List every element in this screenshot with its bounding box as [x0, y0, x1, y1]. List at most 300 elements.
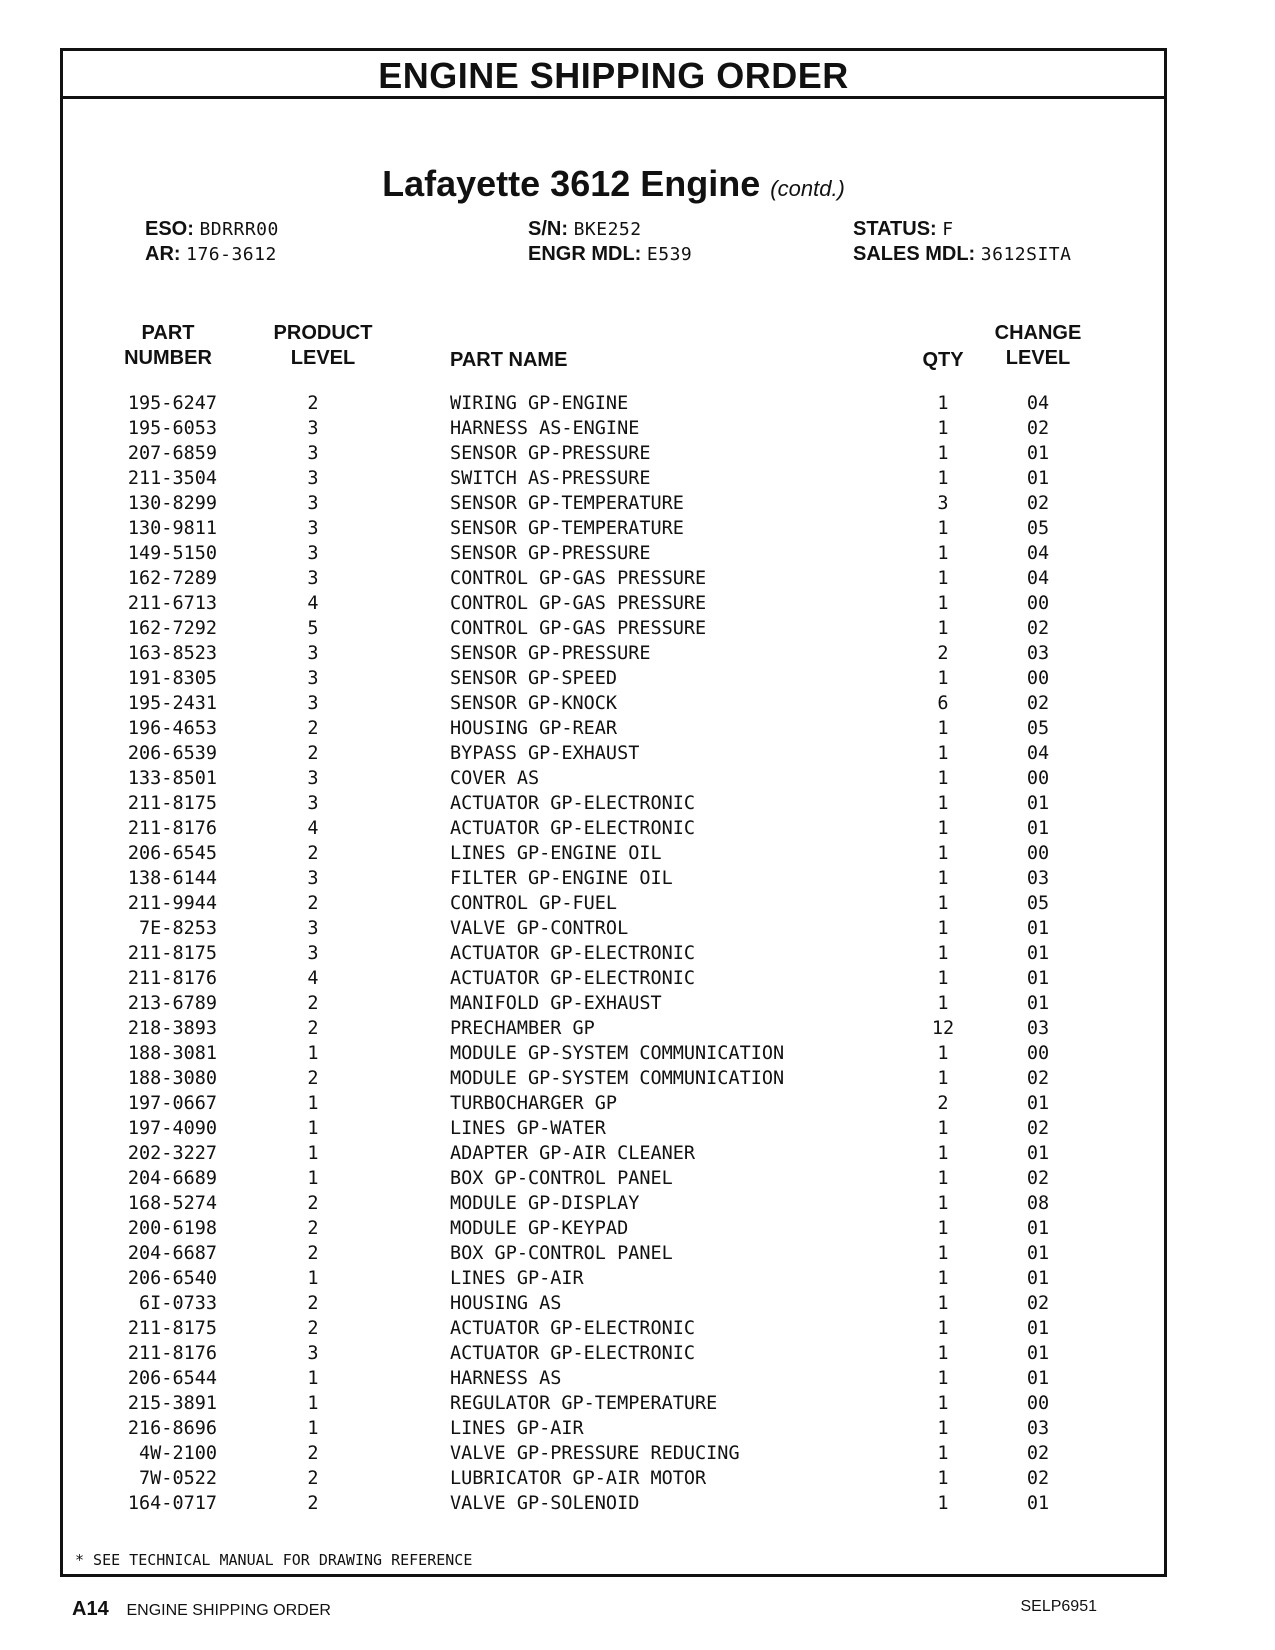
table-row [63, 891, 1164, 916]
change-level-cell: 00 [1026, 668, 1050, 689]
part-number-cell: 149-5150 [127, 543, 217, 564]
part-name-cell: PRECHAMBER GP [450, 1018, 595, 1039]
change-level-cell: 02 [1026, 418, 1050, 439]
eso-value: BDRRR00 [199, 219, 279, 240]
product-level-cell: 3 [307, 918, 319, 939]
product-level-cell: 3 [307, 568, 319, 589]
table-row [63, 1141, 1164, 1166]
part-name-cell: VALVE GP-CONTROL [450, 918, 629, 939]
qty-cell: 1 [937, 1243, 949, 1264]
table-row [63, 966, 1164, 991]
table-row [63, 1091, 1164, 1116]
qty-cell: 1 [937, 1168, 949, 1189]
qty-cell: 3 [937, 493, 949, 514]
part-number-cell: 213-6789 [127, 993, 217, 1014]
product-level-cell: 3 [307, 443, 319, 464]
qty-cell: 1 [937, 618, 949, 639]
qty-cell: 1 [937, 1443, 949, 1464]
qty-cell: 1 [937, 418, 949, 439]
product-level-cell: 2 [307, 1493, 319, 1514]
part-name-cell: ACTUATOR GP-ELECTRONIC [450, 793, 696, 814]
qty-cell: 1 [937, 1143, 949, 1164]
change-level-cell: 03 [1026, 643, 1050, 664]
qty-cell: 1 [937, 968, 949, 989]
part-name-cell: ADAPTER GP-AIR CLEANER [450, 1143, 696, 1164]
part-name-cell: HOUSING AS [450, 1293, 562, 1314]
part-number-cell: 195-2431 [127, 693, 217, 714]
qty-cell: 1 [937, 1268, 949, 1289]
product-level-cell: 2 [307, 393, 319, 414]
part-number-cell: 206-6544 [127, 1368, 217, 1389]
change-level-cell: 01 [1026, 443, 1050, 464]
product-level-cell: 2 [307, 1218, 319, 1239]
part-number-cell: 7W-0522 [139, 1468, 217, 1489]
col-header-text: PART [141, 322, 195, 344]
part-name-cell: MODULE GP-KEYPAD [450, 1218, 629, 1239]
qty-cell: 1 [937, 1368, 949, 1389]
part-name-cell: MODULE GP-SYSTEM COMMUNICATION [450, 1068, 785, 1089]
change-level-cell: 02 [1026, 1068, 1050, 1089]
table-row [63, 541, 1164, 566]
qty-cell: 1 [937, 868, 949, 889]
info-col-1 [145, 217, 279, 267]
table-row [63, 766, 1164, 791]
part-number-cell: 195-6053 [127, 418, 217, 439]
part-name-cell: MANIFOLD GP-EXHAUST [450, 993, 662, 1014]
table-row [63, 741, 1164, 766]
table-row [63, 616, 1164, 641]
part-number-cell: 195-6247 [127, 393, 217, 414]
product-level-cell: 2 [307, 1443, 319, 1464]
qty-cell: 1 [937, 568, 949, 589]
part-number-cell: 202-3227 [127, 1143, 217, 1164]
product-level-cell: 1 [307, 1118, 319, 1139]
page-title: ENGINE SHIPPING ORDER [378, 55, 849, 96]
qty-cell: 1 [937, 1118, 949, 1139]
product-level-cell: 1 [307, 1368, 319, 1389]
product-level-cell: 3 [307, 943, 319, 964]
change-level-cell: 01 [1026, 993, 1050, 1014]
title-bar [63, 51, 1164, 99]
qty-cell: 1 [937, 1193, 949, 1214]
part-number-cell: 188-3080 [127, 1068, 217, 1089]
table-row [63, 791, 1164, 816]
product-level-cell: 1 [307, 1418, 319, 1439]
change-level-cell: 00 [1026, 843, 1050, 864]
part-number-cell: 197-4090 [127, 1118, 217, 1139]
part-name-cell: COVER AS [450, 768, 540, 789]
part-number-cell: 204-6687 [127, 1243, 217, 1264]
col-header-text: LEVEL [290, 347, 356, 369]
table-row [63, 1191, 1164, 1216]
sales-mdl-label: SALES MDL: [853, 243, 976, 265]
change-level-cell: 01 [1026, 1243, 1050, 1264]
part-number-cell: 188-3081 [127, 1043, 217, 1064]
qty-cell: 1 [937, 843, 949, 864]
qty-cell: 1 [937, 893, 949, 914]
part-name-cell: CONTROL GP-GAS PRESSURE [450, 593, 707, 614]
part-name-cell: BOX GP-CONTROL PANEL [450, 1168, 673, 1189]
table-row [63, 1241, 1164, 1266]
part-name-cell: HOUSING GP-REAR [450, 718, 618, 739]
part-number-cell: 206-6540 [127, 1268, 217, 1289]
part-name-cell: VALVE GP-PRESSURE REDUCING [450, 1443, 740, 1464]
change-level-cell: 01 [1026, 1218, 1050, 1239]
product-level-cell: 3 [307, 768, 319, 789]
engr-mdl-label: ENGR MDL: [528, 243, 642, 265]
part-name-cell: LINES GP-ENGINE OIL [450, 843, 662, 864]
product-level-cell: 4 [307, 593, 319, 614]
eso-field [145, 217, 279, 242]
change-level-cell: 00 [1026, 593, 1050, 614]
table-row [63, 666, 1164, 691]
table-row [63, 1491, 1164, 1516]
product-level-cell: 3 [307, 468, 319, 489]
part-number-cell: 163-8523 [127, 643, 217, 664]
product-level-cell: 2 [307, 1293, 319, 1314]
part-number-cell: 7E-8253 [139, 918, 217, 939]
table-row [63, 1016, 1164, 1041]
part-name-cell: MODULE GP-DISPLAY [450, 1193, 640, 1214]
part-name-cell: SENSOR GP-TEMPERATURE [450, 518, 684, 539]
part-name-cell: ACTUATOR GP-ELECTRONIC [450, 943, 696, 964]
part-name-cell: CONTROL GP-FUEL [450, 893, 618, 914]
change-level-cell: 01 [1026, 1318, 1050, 1339]
product-level-cell: 2 [307, 1193, 319, 1214]
col-header-change-level [988, 321, 1088, 371]
qty-cell: 1 [937, 793, 949, 814]
contd-label: (contd.) [770, 176, 845, 201]
qty-cell: 1 [937, 1418, 949, 1439]
qty-cell: 1 [937, 943, 949, 964]
qty-cell: 2 [937, 1093, 949, 1114]
product-level-cell: 2 [307, 893, 319, 914]
product-level-cell: 2 [307, 718, 319, 739]
table-row [63, 641, 1164, 666]
product-level-cell: 2 [307, 1318, 319, 1339]
footnote: * SEE TECHNICAL MANUAL FOR DRAWING REFERENCE [75, 1551, 473, 1569]
table-row [63, 691, 1164, 716]
table-row [63, 1366, 1164, 1391]
change-level-cell: 01 [1026, 943, 1050, 964]
table-row [63, 1316, 1164, 1341]
part-number-cell: 211-8175 [127, 793, 217, 814]
table-row [63, 1291, 1164, 1316]
change-level-cell: 02 [1026, 493, 1050, 514]
part-name-cell: LINES GP-AIR [450, 1268, 584, 1289]
qty-cell: 1 [937, 818, 949, 839]
table-row [63, 1166, 1164, 1191]
status-field [853, 217, 1071, 242]
part-name-cell: BYPASS GP-EXHAUST [450, 743, 640, 764]
product-level-cell: 4 [307, 968, 319, 989]
change-level-cell: 04 [1026, 543, 1050, 564]
change-level-cell: 04 [1026, 743, 1050, 764]
col-header-part-name: PART NAME [450, 349, 568, 371]
table-row [63, 491, 1164, 516]
change-level-cell: 02 [1026, 1293, 1050, 1314]
table-row [63, 1391, 1164, 1416]
part-name-cell: ACTUATOR GP-ELECTRONIC [450, 1318, 696, 1339]
sn-value: BKE252 [573, 219, 642, 240]
table-row [63, 1116, 1164, 1141]
qty-cell: 1 [937, 743, 949, 764]
part-name-cell: SENSOR GP-TEMPERATURE [450, 493, 684, 514]
ar-value: 176-3612 [186, 244, 277, 265]
change-level-cell: 01 [1026, 793, 1050, 814]
part-name-cell: ACTUATOR GP-ELECTRONIC [450, 968, 696, 989]
product-level-cell: 1 [307, 1168, 319, 1189]
qty-cell: 1 [937, 1218, 949, 1239]
eso-label: ESO: [145, 218, 194, 240]
engr-mdl-value: E539 [646, 244, 693, 265]
change-level-cell: 03 [1026, 1418, 1050, 1439]
part-number-cell: 206-6545 [127, 843, 217, 864]
product-level-cell: 2 [307, 743, 319, 764]
part-number-cell: 207-6859 [127, 443, 217, 464]
product-level-cell: 1 [307, 1268, 319, 1289]
change-level-cell: 01 [1026, 1493, 1050, 1514]
engine-title [63, 163, 1164, 205]
table-row [63, 566, 1164, 591]
change-level-cell: 05 [1026, 518, 1050, 539]
product-level-cell: 3 [307, 493, 319, 514]
change-level-cell: 01 [1026, 1268, 1050, 1289]
part-number-cell: 130-9811 [127, 518, 217, 539]
sn-field [528, 217, 692, 242]
sales-mdl-value: 3612SITA [980, 244, 1072, 265]
change-level-cell: 00 [1026, 768, 1050, 789]
part-number-cell: 211-9944 [127, 893, 217, 914]
sales-mdl-field [853, 242, 1071, 267]
part-number-cell: 211-3504 [127, 468, 217, 489]
part-number-cell: 211-8176 [127, 968, 217, 989]
order-frame [60, 48, 1167, 1577]
part-number-cell: 215-3891 [127, 1393, 217, 1414]
qty-cell: 1 [937, 1393, 949, 1414]
info-col-2 [528, 217, 692, 267]
part-number-cell: 168-5274 [127, 1193, 217, 1214]
part-name-cell: FILTER GP-ENGINE OIL [450, 868, 673, 889]
change-level-cell: 03 [1026, 1018, 1050, 1039]
qty-cell: 1 [937, 1318, 949, 1339]
change-level-cell: 04 [1026, 393, 1050, 414]
table-row [63, 1416, 1164, 1441]
change-level-cell: 02 [1026, 693, 1050, 714]
change-level-cell: 03 [1026, 868, 1050, 889]
qty-cell: 6 [937, 693, 949, 714]
change-level-cell: 01 [1026, 1368, 1050, 1389]
table-row [63, 1216, 1164, 1241]
parts-table [63, 391, 1164, 1516]
qty-cell: 1 [937, 1493, 949, 1514]
change-level-cell: 01 [1026, 918, 1050, 939]
table-row [63, 716, 1164, 741]
table-row [63, 991, 1164, 1016]
qty-cell: 1 [937, 1068, 949, 1089]
part-name-cell: MODULE GP-SYSTEM COMMUNICATION [450, 1043, 785, 1064]
part-name-cell: SENSOR GP-SPEED [450, 668, 618, 689]
qty-cell: 1 [937, 1468, 949, 1489]
sn-label: S/N: [528, 218, 568, 240]
product-level-cell: 1 [307, 1143, 319, 1164]
product-level-cell: 1 [307, 1043, 319, 1064]
part-name-cell: LINES GP-WATER [450, 1118, 606, 1139]
change-level-cell: 02 [1026, 1168, 1050, 1189]
table-row [63, 941, 1164, 966]
part-name-cell: CONTROL GP-GAS PRESSURE [450, 568, 707, 589]
change-level-cell: 04 [1026, 568, 1050, 589]
part-number-cell: 6I-0733 [139, 1293, 217, 1314]
change-level-cell: 05 [1026, 718, 1050, 739]
engine-name: Lafayette 3612 Engine [382, 163, 761, 204]
col-header-text: NUMBER [124, 347, 212, 369]
table-row [63, 1341, 1164, 1366]
qty-cell: 2 [937, 643, 949, 664]
table-row [63, 816, 1164, 841]
col-header-text: CHANGE [994, 322, 1082, 344]
ar-label: AR: [145, 243, 181, 265]
change-level-cell: 01 [1026, 818, 1050, 839]
qty-cell: 1 [937, 1293, 949, 1314]
qty-cell: 1 [937, 718, 949, 739]
product-level-cell: 3 [307, 643, 319, 664]
page-number: A14 [72, 1598, 109, 1620]
product-level-cell: 4 [307, 818, 319, 839]
part-number-cell: 218-3893 [127, 1018, 217, 1039]
part-name-cell: WIRING GP-ENGINE [450, 393, 629, 414]
table-row [63, 1041, 1164, 1066]
part-name-cell: SENSOR GP-PRESSURE [450, 443, 651, 464]
col-header-text: PRODUCT [273, 322, 373, 344]
part-number-cell: 204-6689 [127, 1168, 217, 1189]
table-row [63, 841, 1164, 866]
change-level-cell: 05 [1026, 893, 1050, 914]
change-level-cell: 01 [1026, 968, 1050, 989]
qty-cell: 1 [937, 1343, 949, 1364]
qty-cell: 1 [937, 393, 949, 414]
table-row [63, 1466, 1164, 1491]
part-name-cell: SWITCH AS-PRESSURE [450, 468, 651, 489]
table-row [63, 591, 1164, 616]
col-header-product-level [263, 321, 383, 371]
part-number-cell: 216-8696 [127, 1418, 217, 1439]
part-name-cell: LINES GP-AIR [450, 1418, 584, 1439]
product-level-cell: 3 [307, 793, 319, 814]
part-name-cell: HARNESS AS-ENGINE [450, 418, 640, 439]
part-number-cell: 206-6539 [127, 743, 217, 764]
part-name-cell: TURBOCHARGER GP [450, 1093, 618, 1114]
part-name-cell: SENSOR GP-KNOCK [450, 693, 618, 714]
part-name-cell: HARNESS AS [450, 1368, 562, 1389]
table-row [63, 1441, 1164, 1466]
col-header-qty: QTY [922, 349, 964, 371]
product-level-cell: 1 [307, 1093, 319, 1114]
product-level-cell: 5 [307, 618, 319, 639]
doc-id: SELP6951 [1020, 1598, 1097, 1615]
change-level-cell: 01 [1026, 468, 1050, 489]
part-number-cell: 196-4653 [127, 718, 217, 739]
part-number-cell: 211-8175 [127, 943, 217, 964]
change-level-cell: 01 [1026, 1093, 1050, 1114]
part-number-cell: 133-8501 [127, 768, 217, 789]
part-name-cell: ACTUATOR GP-ELECTRONIC [450, 1343, 696, 1364]
qty-cell: 1 [937, 768, 949, 789]
table-row [63, 1266, 1164, 1291]
table-row [63, 391, 1164, 416]
part-number-cell: 211-8175 [127, 1318, 217, 1339]
qty-cell: 1 [937, 468, 949, 489]
change-level-cell: 02 [1026, 1118, 1050, 1139]
qty-cell: 1 [937, 1043, 949, 1064]
qty-cell: 12 [931, 1018, 955, 1039]
part-name-cell: SENSOR GP-PRESSURE [450, 643, 651, 664]
part-name-cell: BOX GP-CONTROL PANEL [450, 1243, 673, 1264]
table-row [63, 416, 1164, 441]
footer-left [72, 1598, 331, 1621]
part-number-cell: 200-6198 [127, 1218, 217, 1239]
part-number-cell: 197-0667 [127, 1093, 217, 1114]
table-row [63, 916, 1164, 941]
qty-cell: 1 [937, 543, 949, 564]
product-level-cell: 2 [307, 993, 319, 1014]
table-row [63, 441, 1164, 466]
product-level-cell: 2 [307, 1068, 319, 1089]
part-number-cell: 4W-2100 [139, 1443, 217, 1464]
product-level-cell: 3 [307, 543, 319, 564]
ar-field [145, 242, 279, 267]
part-number-cell: 191-8305 [127, 668, 217, 689]
qty-cell: 1 [937, 518, 949, 539]
product-level-cell: 2 [307, 843, 319, 864]
change-level-cell: 01 [1026, 1343, 1050, 1364]
part-number-cell: 164-0717 [127, 1493, 217, 1514]
part-number-cell: 211-8176 [127, 818, 217, 839]
col-header-part-number [113, 321, 223, 371]
part-name-cell: SENSOR GP-PRESSURE [450, 543, 651, 564]
part-number-cell: 138-6144 [127, 868, 217, 889]
product-level-cell: 2 [307, 1468, 319, 1489]
change-level-cell: 00 [1026, 1393, 1050, 1414]
table-row [63, 1066, 1164, 1091]
product-level-cell: 3 [307, 518, 319, 539]
qty-cell: 1 [937, 993, 949, 1014]
qty-cell: 1 [937, 443, 949, 464]
table-row [63, 516, 1164, 541]
table-row [63, 866, 1164, 891]
part-name-cell: CONTROL GP-GAS PRESSURE [450, 618, 707, 639]
qty-cell: 1 [937, 918, 949, 939]
part-name-cell: ACTUATOR GP-ELECTRONIC [450, 818, 696, 839]
status-label: STATUS: [853, 218, 937, 240]
part-number-cell: 162-7292 [127, 618, 217, 639]
product-level-cell: 3 [307, 1343, 319, 1364]
change-level-cell: 02 [1026, 1443, 1050, 1464]
product-level-cell: 2 [307, 1243, 319, 1264]
part-name-cell: REGULATOR GP-TEMPERATURE [450, 1393, 718, 1414]
qty-cell: 1 [937, 668, 949, 689]
info-col-3 [853, 217, 1071, 267]
product-level-cell: 3 [307, 693, 319, 714]
change-level-cell: 00 [1026, 1043, 1050, 1064]
col-header-text: LEVEL [1005, 347, 1071, 369]
change-level-cell: 02 [1026, 618, 1050, 639]
footer-section: ENGINE SHIPPING ORDER [126, 1602, 331, 1619]
part-name-cell: LUBRICATOR GP-AIR MOTOR [450, 1468, 707, 1489]
part-number-cell: 211-6713 [127, 593, 217, 614]
part-number-cell: 130-8299 [127, 493, 217, 514]
change-level-cell: 02 [1026, 1468, 1050, 1489]
